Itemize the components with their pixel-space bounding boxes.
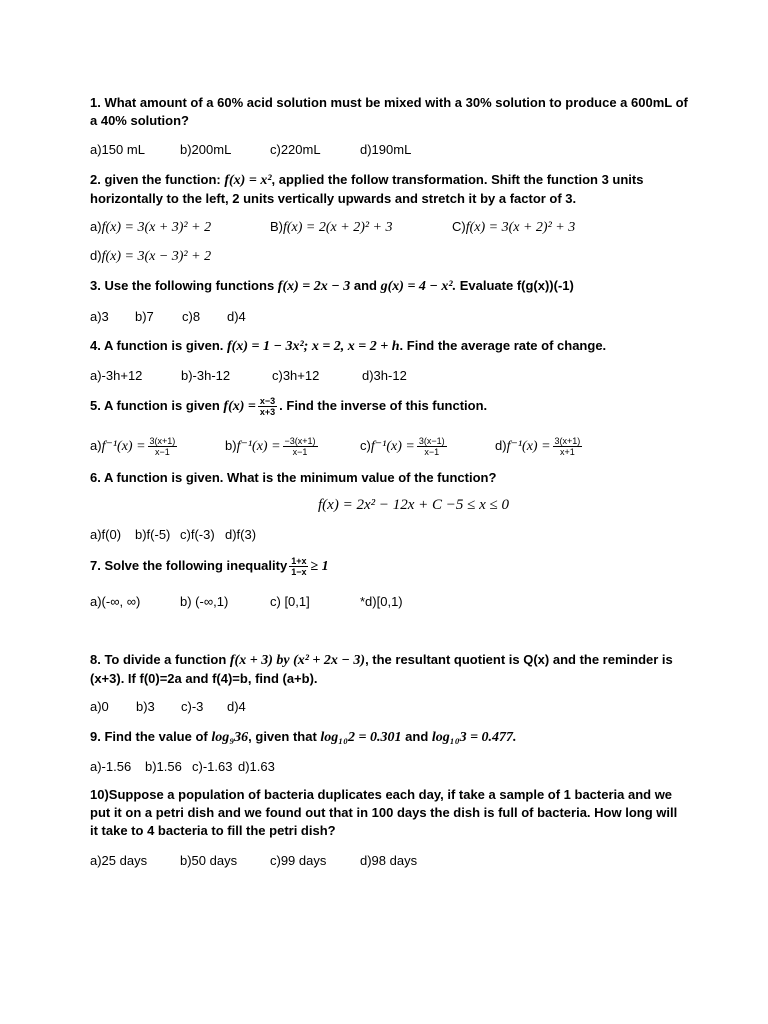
q4-option-c: c)3h+12 bbox=[272, 368, 320, 383]
question-10-text: 10)Suppose a population of bacteria duplicates each day, if take a sample of 1 bacteria and we put it on a petri dish and we found out that in 100 days the dish is full of bacteria. How long will it take to 4 bacteria to fill the petri dish? bbox=[90, 787, 678, 838]
q3-option-a: a)3 bbox=[90, 309, 109, 324]
q7-fraction: $\frac{1+x}{1-x}$ bbox=[291, 556, 307, 577]
q3-option-d: d)4 bbox=[227, 309, 246, 324]
q7-option-d: *d)[0,1) bbox=[360, 594, 403, 609]
q7-option-a: a)(-∞, ∞) bbox=[90, 594, 141, 609]
q4-option-d: d)3h-12 bbox=[362, 368, 407, 383]
q1-option-a: a)150 mL bbox=[90, 142, 145, 157]
q9-option-a: a)-1.56 bbox=[90, 759, 132, 774]
question-3-text: 3. Use the following functions f(x) = 2x − 3 and g(x) = 4 − x². Evaluate f(g(x))(-1) bbox=[90, 278, 574, 294]
q5-option-a: a)f⁻¹(x) = $\frac{3(x+1)}{x-1}$ bbox=[90, 436, 176, 457]
q2-option-c: C)f(x) = 3(x + 2)² + 3 bbox=[452, 219, 576, 235]
q1-option-d: d)190mL bbox=[360, 142, 412, 157]
q10-option-a: a)25 days bbox=[90, 853, 148, 868]
q1-option-c: c)220mL bbox=[270, 142, 321, 157]
q6-option-d: d)f(3) bbox=[225, 527, 257, 542]
q7-option-b: b) (-∞,1) bbox=[180, 594, 229, 609]
q5-option-b: b)f⁻¹(x) = $\frac{-3(x+1)}{x-1}$ bbox=[225, 436, 316, 457]
q8-option-c: c)-3 bbox=[181, 699, 204, 714]
question-4-text: 4. A function is given. f(x) = 1 − 3x²; x = 2, x = 2 + h. Find the average rate of change. bbox=[90, 338, 607, 354]
q1-option-b: b)200mL bbox=[180, 142, 232, 157]
question-2-text: 2. given the function: f(x) = x², applied the follow transformation. Shift the function 3 units horizontally to the left, 2 units vertically upwards and stretch it by a factor of 3. bbox=[90, 172, 644, 206]
q5-option-d: d)f⁻¹(x) = $\frac{3(x+1)}{x+1}$ bbox=[495, 436, 581, 457]
q9-option-c: c)-1.63 bbox=[192, 759, 233, 774]
question-1-text: 1. What amount of a 60% acid solution must be mixed with a 30% solution to produce a 600mL of a 40% solution? bbox=[90, 95, 688, 128]
q2-option-b: B)f(x) = 2(x + 2)² + 3 bbox=[270, 219, 393, 235]
q7-option-c: c) [0,1] bbox=[270, 594, 310, 609]
q4-option-b: b)-3h-12 bbox=[181, 368, 231, 383]
q2-function: f(x) = x² bbox=[224, 173, 272, 188]
q6-equation: f(x) = 2x² − 12x + C −5 ≤ x ≤ 0 bbox=[318, 497, 509, 513]
q6-option-b: b)f(-5) bbox=[135, 527, 171, 542]
question-9-text: 9. Find the value of log₉36, given that log₁₀2 = 0.301 and log₁₀3 = 0.477. bbox=[90, 729, 517, 745]
q9-option-b: b)1.56 bbox=[145, 759, 182, 774]
q8-option-b: b)3 bbox=[136, 699, 155, 714]
q5-option-c: c)f⁻¹(x) = $\frac{3(x-1)}{x-1}$ bbox=[360, 436, 445, 457]
q9-option-d: d)1.63 bbox=[238, 759, 275, 774]
q4-option-a: a)-3h+12 bbox=[90, 368, 143, 383]
q3-option-b: b)7 bbox=[135, 309, 154, 324]
q2-option-d: d)f(x) = 3(x − 3)² + 2 bbox=[90, 248, 212, 264]
q10-option-c: c)99 days bbox=[270, 853, 327, 868]
q8-option-d: d)4 bbox=[227, 699, 246, 714]
question-6-text: 6. A function is given. What is the minimum value of the function? bbox=[90, 470, 497, 485]
question-8-text: 8. To divide a function f(x + 3) by (x² + 2x − 3), the resultant quotient is Q(x) and the reminder is (x+3). If f(0)=2a and f(4)=b, find (a+b). bbox=[90, 652, 673, 686]
q10-option-b: b)50 days bbox=[180, 853, 238, 868]
q5-fraction: $\frac{x-3}{x+3}$ bbox=[259, 396, 276, 417]
q10-option-d: d)98 days bbox=[360, 853, 418, 868]
question-5-text: 5. A function is given f(x) = $\frac{x-3}{x+3}$ . Find the inverse of this function. bbox=[90, 396, 488, 417]
q6-option-c: c)f(-3) bbox=[180, 527, 215, 542]
question-7-text: 7. Solve the following inequality $\frac{1+x}{1-x}$ ≥ 1 bbox=[90, 556, 329, 577]
q8-option-a: a)0 bbox=[90, 699, 109, 714]
q3-option-c: c)8 bbox=[182, 309, 201, 324]
q2-option-a: a)f(x) = 3(x + 3)² + 2 bbox=[90, 219, 212, 235]
q6-option-a: a)f(0) bbox=[90, 527, 122, 542]
